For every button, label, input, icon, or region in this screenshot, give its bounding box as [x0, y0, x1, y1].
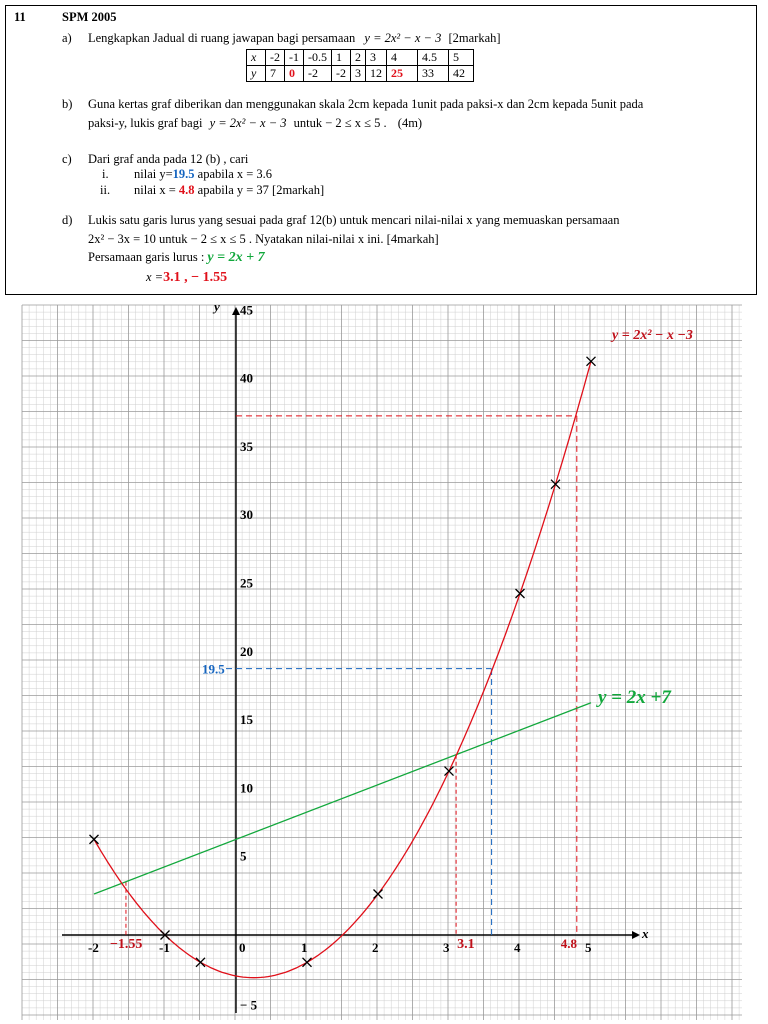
table-cell: 4.5 — [418, 50, 449, 66]
table-cell: 7 — [266, 66, 285, 82]
data-point-cross — [90, 835, 99, 844]
table-cell: 3 — [351, 66, 366, 82]
x-tick-label: 5 — [585, 940, 592, 955]
y-tick-label: − 5 — [240, 997, 258, 1013]
part-d-line1: Lukis satu garis lurus yang sesuai pada graf 12(b) untuk mencari nilai-nilai x yang memuaskan persamaan — [88, 213, 620, 227]
part-d-line3 — [88, 250, 265, 266]
part-d-line2: 2x² − 3x = 10 untuk − 2 ≤ x ≤ 5 . Nyatakan nilai-nilai x ini. [4markah] — [88, 232, 439, 246]
data-point-cross — [445, 767, 454, 776]
table-cell: -2 — [266, 50, 285, 66]
part-d-line-answer: y = 2x + 7 — [207, 250, 265, 265]
part-d-line4 — [146, 270, 227, 286]
table-cell: 2 — [351, 50, 366, 66]
y-tick-label: 10 — [240, 780, 253, 796]
x-tick-label: 3 — [443, 940, 450, 955]
x-tick-label: -2 — [88, 940, 99, 955]
y-tick-label: 40 — [240, 370, 253, 386]
x-tick-label: 0 — [239, 940, 246, 955]
data-point-cross — [587, 357, 596, 366]
part-c-ii-answer: 4.8 — [178, 183, 195, 197]
part-a-letter: a) — [62, 31, 72, 45]
table-cell: 42 — [449, 66, 474, 82]
part-b-line2 — [88, 116, 422, 131]
part-b-equation: y = 2x² − x − 3 — [209, 116, 287, 130]
x-tick-label: 4 — [514, 940, 521, 955]
answer-label-19-5: 19.5 — [202, 661, 225, 677]
table-header-x: x — [247, 50, 266, 66]
table-cell: 4 — [387, 50, 418, 66]
y-tick-label: 20 — [240, 643, 253, 659]
table-cell: -2 — [304, 66, 332, 82]
table-cell: 3 — [366, 50, 387, 66]
table-row-x — [247, 50, 474, 66]
part-d-x-label: x = — [146, 270, 164, 284]
part-c-ii-number: ii. — [100, 183, 111, 197]
table-header-y: y — [247, 66, 266, 82]
question-source: SPM 2005 — [62, 10, 117, 24]
y-tick-label: 15 — [240, 712, 253, 728]
part-a-marks: [2markah] — [448, 31, 501, 45]
straight-line-series — [94, 703, 591, 894]
x-axis-label: x — [642, 926, 649, 941]
y-axis-label: y — [214, 299, 220, 314]
graph-paper-chart — [0, 295, 768, 1024]
part-b-line2-text: paksi-y, lukis graf bagi — [88, 116, 203, 130]
part-b-line1: Guna kertas graf diberikan dan menggunakan skala 2cm kepada 1unit pada paksi-x dan 2cm kepada 5unit pada — [88, 97, 644, 111]
part-a-text — [88, 31, 501, 46]
part-c-i-answer: 19.5 — [172, 167, 195, 181]
part-c-ii-text: nilai x = — [134, 183, 176, 197]
table-cell: 5 — [449, 50, 474, 66]
y-tick-label: 25 — [240, 575, 253, 591]
question-box — [5, 5, 757, 295]
part-d-x-answer: 3.1 , − 1.55 — [163, 270, 228, 285]
x-tick-label: 1 — [301, 940, 308, 955]
y-tick-label: 30 — [240, 507, 253, 523]
grid-major-lines — [22, 305, 742, 1020]
data-point-cross — [516, 589, 525, 598]
y-tick-label: 45 — [240, 302, 253, 318]
table-cell: 0 — [285, 66, 304, 82]
grid-minor-lines — [22, 305, 742, 1020]
part-c-i-text: nilai y= — [134, 167, 173, 181]
part-c-ii — [134, 183, 324, 198]
question-number: 11 — [14, 10, 26, 24]
part-c-text: Dari graf anda pada 12 (b) , cari — [88, 152, 249, 166]
answer-guides — [110, 416, 578, 952]
table-cell: 33 — [418, 66, 449, 82]
table-cell: -1 — [285, 50, 304, 66]
x-tick-label: -1 — [159, 940, 170, 955]
part-b-marks: (4m) — [397, 116, 423, 130]
answer-label-4-8: 4.8 — [560, 936, 578, 951]
table-row-y — [247, 66, 474, 82]
part-c-ii-condition: apabila y = 37 [2markah] — [197, 183, 325, 197]
parabola-label: y = 2x² − x −3 — [612, 328, 693, 343]
part-c-letter: c) — [62, 152, 72, 166]
values-table — [246, 49, 474, 82]
part-c-i-number: i. — [102, 167, 109, 181]
part-b-letter: b) — [62, 97, 73, 111]
parabola-series — [94, 361, 591, 977]
table-cell: -2 — [332, 66, 351, 82]
part-a-equation: y = 2x² − x − 3 — [364, 31, 442, 45]
table-cell: 12 — [366, 66, 387, 82]
graph-grid — [22, 305, 742, 1020]
straight-line-label: y = 2x +7 — [598, 687, 671, 708]
table-cell: 25 — [387, 66, 418, 82]
part-c-i-condition: apabila x = 3.6 — [197, 167, 273, 181]
part-a-instruction: Lengkapkan Jadual di ruang jawapan bagi persamaan — [88, 31, 356, 45]
data-point-cross — [551, 480, 560, 489]
part-c-i — [134, 167, 272, 182]
table-cell: -0.5 — [304, 50, 332, 66]
x-tick-label: 2 — [372, 940, 379, 955]
intersection-label: 3.1 — [457, 937, 475, 952]
y-tick-label: 5 — [240, 848, 247, 864]
data-point-cross — [374, 890, 383, 899]
x-axis-arrow — [632, 931, 640, 939]
part-d-line-label: Persamaan garis lurus : — [88, 250, 205, 264]
y-axis-arrow — [232, 307, 240, 315]
part-b-range: untuk − 2 ≤ x ≤ 5 . — [293, 116, 387, 130]
y-tick-label: 35 — [240, 438, 253, 454]
intersection-label: −1.55 — [109, 937, 143, 952]
table-cell: 1 — [332, 50, 351, 66]
part-d-letter: d) — [62, 213, 73, 227]
